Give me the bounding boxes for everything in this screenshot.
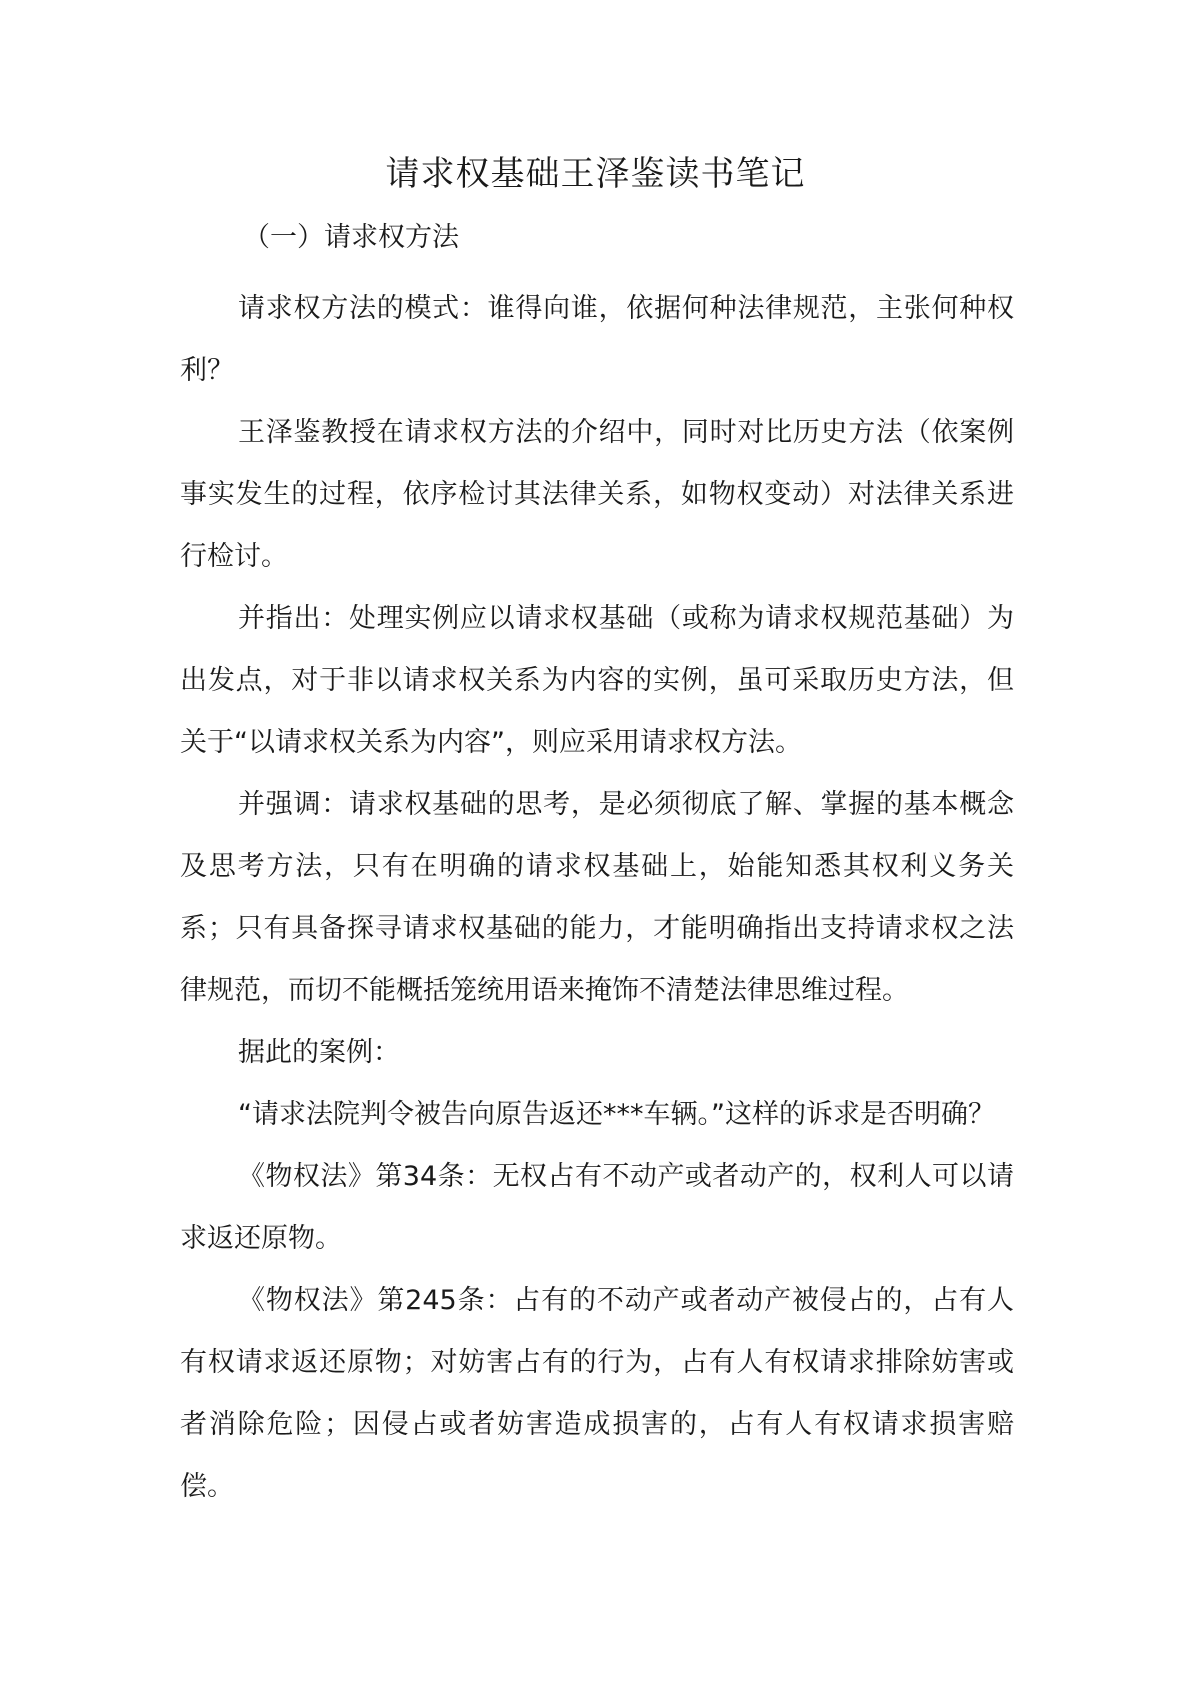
paragraph-points-out: 并指出：处理实例应以请求权基础（或称为请求权规范基础）为出发点，对于非以请求权关系为内容的实例，虽可采取历史方法，但关于“以请求权关系为内容”，则应采用请求权方法。 (180, 603, 1014, 758)
paragraph-case-question: “请求法院判令被告向原告返还***车辆。”这样的诉求是否明确？ (238, 1099, 995, 1130)
paragraph-article-245: 《物权法》第245条：占有的不动产或者动产被侵占的，占有人有权请求返还原物；对妨害占有的行为，占有人有权请求排除妨害或者消除危险；因侵占或者妨害造成损害的，占有人有权请求损害赔偿。 (180, 1285, 1014, 1502)
paragraph-historical-method: 王泽鉴教授在请求权方法的介绍中，同时对比历史方法（依案例事实发生的过程，依序检讨其法律关系，如物权变动）对法律关系进行检讨。 (180, 417, 1014, 572)
paragraph-emphasizes: 并强调：请求权基础的思考，是必须彻底了解、掌握的基本概念及思考方法，只有在明确的请求权基础上，始能知悉其权利义务关系；只有具备探寻请求权基础的能力，才能明确指出支持请求权之法律规范，而切不能概括笼统用语来掩饰不清楚法律思维过程。 (180, 789, 1014, 1006)
document-body (180, 278, 1014, 1518)
section-heading: （一）请求权方法 (243, 222, 459, 253)
paragraph-case-intro: 据此的案例： (238, 1037, 400, 1068)
paragraph-article-34: 《物权法》第34条：无权占有不动产或者动产的，权利人可以请求返还原物。 (180, 1161, 1014, 1254)
paragraph-claim-method-pattern: 请求权方法的模式：谁得向谁，依据何种法律规范，主张何种权利？ (180, 293, 1014, 386)
document-title: 请求权基础王泽鉴读书笔记 (385, 154, 806, 194)
